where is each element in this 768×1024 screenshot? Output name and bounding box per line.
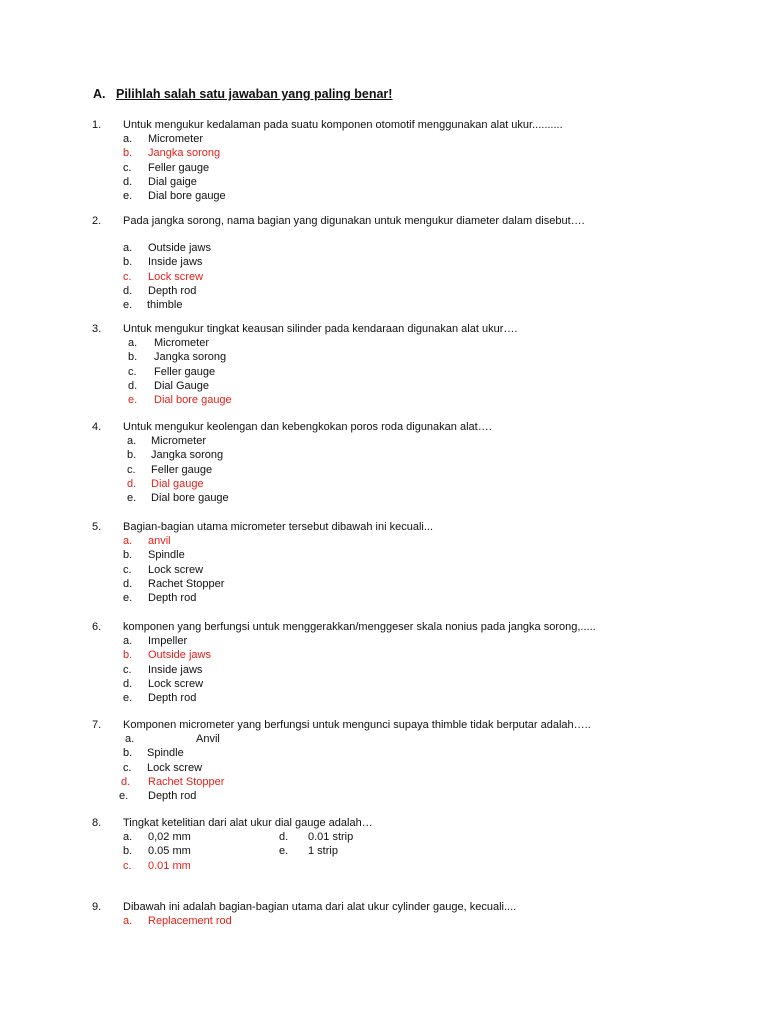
option-letter: c.	[128, 365, 137, 378]
option-letter: b.	[123, 747, 133, 760]
option-b	[0, 548, 768, 562]
option-letter: b.	[127, 449, 137, 462]
option-d	[0, 284, 768, 298]
option-a	[0, 732, 768, 746]
option-e	[0, 789, 768, 803]
option-a	[0, 132, 768, 146]
option-a	[0, 634, 768, 648]
option-text: Depth rod	[148, 591, 197, 604]
question-8	[0, 816, 768, 873]
option-letter: e.	[119, 789, 129, 802]
option-d	[0, 677, 768, 691]
option-e	[0, 591, 768, 605]
option-row-2	[0, 844, 768, 858]
question-text: Untuk mengukur kedalaman pada suatu komponen otomotif menggunakan alat ukur..........	[123, 119, 563, 131]
option-c	[0, 563, 768, 577]
section-letter: A.	[93, 87, 106, 101]
question-number: 5.	[92, 521, 102, 533]
option-c	[0, 463, 768, 477]
option-letter: d.	[123, 577, 133, 590]
option-d	[0, 175, 768, 189]
option-c	[0, 663, 768, 677]
option-text: Lock screw	[148, 270, 204, 283]
option-c	[0, 761, 768, 775]
section-heading	[93, 87, 392, 101]
option-letter: a.	[123, 242, 133, 255]
option-letter: e.	[123, 691, 133, 704]
option-text: Feller gauge	[151, 463, 213, 476]
question-text: Untuk mengukur keolengan dan kebengkokan poros roda digunakan alat….	[123, 421, 492, 433]
option-d	[0, 379, 768, 393]
option-letter: d.	[123, 284, 133, 297]
question-text: Pada jangka sorong, nama bagian yang digunakan untuk mengukur diameter dalam disebut….	[123, 215, 585, 227]
option-c	[0, 365, 768, 379]
option-letter: d.	[123, 677, 133, 690]
option-text: Depth rod	[148, 789, 197, 802]
option-letter: a.	[125, 733, 135, 746]
option-e	[0, 491, 768, 505]
option-letter: c.	[127, 463, 136, 476]
option-text: Jangka sorong	[151, 449, 224, 462]
option-a	[0, 241, 768, 255]
option-text: 0,02 mm	[148, 831, 191, 844]
option-letter: b.	[123, 256, 133, 269]
option-text: Micrometer	[148, 133, 204, 146]
option-letter: d.	[127, 477, 137, 490]
option-text: Feller gauge	[154, 365, 216, 378]
option-text: Dial bore gauge	[151, 491, 229, 504]
option-letter: b.	[123, 845, 133, 858]
question-9	[0, 900, 768, 928]
option-letter: d.	[121, 775, 131, 788]
option-letter: b.	[128, 351, 138, 364]
question-text: Dibawah ini adalah bagian-bagian utama dari alat ukur cylinder gauge, kecuali....	[123, 901, 517, 913]
option-letter: a.	[123, 535, 133, 548]
option-d-correct	[0, 477, 768, 491]
question-number: 3.	[92, 323, 102, 335]
option-letter: a.	[123, 133, 133, 146]
option-letter: c.	[123, 761, 132, 774]
question-text: komponen yang berfungsi untuk menggerakkan/menggeser skala nonius pada jangka sorong,.....	[123, 621, 596, 633]
option-text: 0.05 mm	[148, 845, 191, 858]
option-text: Dial gauge	[151, 477, 204, 490]
option-text: Replacement rod	[148, 915, 232, 928]
option-text: Lock screw	[147, 761, 203, 774]
question-6	[0, 620, 768, 705]
option-letter: e.	[127, 491, 137, 504]
question-number: 2.	[92, 215, 102, 227]
option-text: Outside jaws	[148, 242, 211, 255]
option-letter: d.	[128, 379, 138, 392]
option-letter: b.	[123, 649, 133, 662]
option-e-correct	[0, 393, 768, 407]
option-letter: c.	[123, 270, 132, 283]
question-text: Bagian-bagian utama micrometer tersebut dibawah ini kecuali...	[123, 521, 433, 533]
option-b-correct	[0, 146, 768, 160]
option-letter: c.	[123, 161, 132, 174]
option-letter: a.	[128, 337, 138, 350]
option-letter: a.	[127, 435, 137, 448]
question-5	[0, 520, 768, 605]
option-text: Jangka sorong	[148, 147, 221, 160]
option-letter: a.	[123, 915, 133, 928]
option-text: Micrometer	[154, 337, 210, 350]
option-text: anvil	[148, 535, 171, 548]
option-letter: c.	[123, 859, 132, 872]
option-c	[0, 161, 768, 175]
option-text: Micrometer	[151, 435, 207, 448]
option-letter: e.	[123, 189, 133, 202]
option-text: Anvil	[196, 733, 220, 746]
option-text: 0.01 strip	[308, 831, 354, 844]
option-text: Dial gaige	[148, 175, 197, 188]
option-e	[0, 298, 768, 312]
option-text: Rachet Stopper	[148, 775, 225, 788]
option-letter: a.	[123, 635, 133, 648]
option-text: Jangka sorong	[154, 351, 227, 364]
question-text: Tingkat ketelitian dari alat ukur dial gauge adalah…	[123, 817, 373, 829]
question-3	[0, 322, 768, 407]
option-a	[0, 434, 768, 448]
question-4	[0, 420, 768, 505]
option-letter: e.	[128, 393, 138, 406]
option-d	[0, 577, 768, 591]
option-text: 0.01 mm	[148, 859, 191, 872]
option-text: Dial bore gauge	[154, 393, 232, 406]
option-text: Lock screw	[148, 677, 204, 690]
option-letter: a.	[123, 831, 133, 844]
question-number: 1.	[92, 119, 102, 131]
question-number: 8.	[92, 817, 102, 829]
question-text: Untuk mengukur tingkat keausan silinder pada kendaraan digunakan alat ukur….	[123, 323, 518, 335]
option-letter: e.	[123, 591, 133, 604]
option-e	[0, 189, 768, 203]
option-text: Spindle	[148, 549, 185, 562]
question-number: 7.	[92, 719, 102, 731]
option-letter: e.	[123, 298, 133, 311]
option-text: Spindle	[147, 747, 184, 760]
option-text: Rachet Stopper	[148, 577, 225, 590]
option-text: Dial bore gauge	[148, 189, 226, 202]
option-text: Dial Gauge	[154, 379, 210, 392]
option-b	[0, 350, 768, 364]
question-text: Komponen micrometer yang berfungsi untuk mengunci supaya thimble tidak berputar adalah…..	[123, 719, 591, 731]
option-text: Feller gauge	[148, 161, 210, 174]
option-c-correct	[0, 859, 768, 873]
section-title: Pilihlah salah satu jawaban yang paling benar!	[116, 87, 393, 101]
option-text: Depth rod	[148, 691, 197, 704]
option-letter: e.	[279, 845, 289, 858]
option-b-correct	[0, 648, 768, 662]
option-b	[0, 746, 768, 760]
question-number: 4.	[92, 421, 102, 433]
option-letter: c.	[123, 663, 132, 676]
question-2	[0, 214, 768, 312]
option-text: 1 strip	[308, 845, 338, 858]
option-c-correct	[0, 270, 768, 284]
question-number: 9.	[92, 901, 102, 913]
option-text: thimble	[147, 298, 183, 311]
option-letter: b.	[123, 147, 133, 160]
option-a-correct	[0, 914, 768, 928]
option-text: Inside jaws	[148, 256, 203, 269]
option-e	[0, 691, 768, 705]
option-text: Depth rod	[148, 284, 197, 297]
option-letter: d.	[123, 175, 133, 188]
option-d-correct	[0, 775, 768, 789]
option-b	[0, 448, 768, 462]
option-text: Lock screw	[148, 563, 204, 576]
option-letter: c.	[123, 563, 132, 576]
question-1	[0, 118, 768, 203]
option-letter: b.	[123, 549, 133, 562]
question-number: 6.	[92, 621, 102, 633]
option-a	[0, 336, 768, 350]
option-letter: d.	[279, 831, 289, 844]
option-text: Inside jaws	[148, 663, 203, 676]
option-text: Impeller	[148, 635, 188, 648]
question-7	[0, 718, 768, 803]
option-row-1	[0, 830, 768, 844]
option-text: Outside jaws	[148, 649, 211, 662]
option-a-correct	[0, 534, 768, 548]
option-b	[0, 255, 768, 269]
